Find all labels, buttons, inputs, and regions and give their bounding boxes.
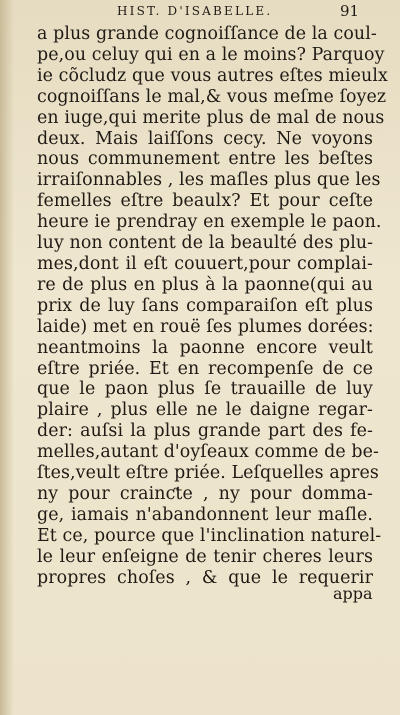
text-line: deux. Mais laiſſons cecy. Ne voyons [37,128,373,149]
text-line: re de plus en plus à la paonne(qui au [37,274,373,295]
text-line: heure ie prendray en exemple le paon. [37,212,382,233]
text-line: mes,dont il eſt couuert,pour complai- [37,253,373,274]
text-line: femelles eſtre beaulx? Et pour ceſte [37,191,373,212]
running-head [0,2,400,22]
text-line: que le paon plus ſe trauaille de luy [37,379,373,400]
text-line: luy non content de la beaulté des plu- [37,233,374,254]
text-line: Et ce, pource que l'inclination naturel- [37,525,382,546]
page-number: 91 [340,2,360,20]
text-line: neantmoins la paonne encore veult [37,337,373,358]
text-line: propres choſes , & que le requerir [37,567,373,588]
text-line: laide) met en rouë ſes plumes dorées: [37,316,374,337]
text-line: le leur enſeigne de tenir cheres leurs [37,546,373,567]
text-line: ge, iamais n'abandonnent leur maſle. [37,504,373,525]
text-line: eſtre priée. Et en recompenſe de ce [37,358,373,379]
text-line: prix de luy ſans comparaiſon eſt plus [37,295,373,316]
text-line: pe,ou celuy qui en a le moins? Parquoy [37,44,385,65]
text-line: melles,autant d'oyſeaux comme de be- [37,442,379,463]
text-line: ny pour crainƈte , ny pour domma- [37,483,373,504]
text-line: en iuge,qui merite plus de mal de nous [37,107,385,128]
text-line: a plus grande cognoiſſance de la coul- [37,24,377,44]
running-title: HIST. D'ISABELLE. [117,4,273,18]
text-line: plaire , plus elle ne le daigne regar- [37,400,373,421]
text-line: ſtes,veult eſtre priée. Leſquelles apres [37,463,379,484]
text-line: ie cõcludz que vous autres eſtes mieulx [37,65,388,86]
body-text [37,24,388,588]
text-line: der: auſsi la plus grande part des fe- [37,421,373,442]
text-line: nous communement entre les beſtes [37,149,373,170]
text-line: irraiſonnables , les maſles plus que les [37,170,381,191]
text-line: cognoiſſans le mal,& vous meſme ſoyez [37,86,387,107]
catchword: appa [333,584,373,603]
